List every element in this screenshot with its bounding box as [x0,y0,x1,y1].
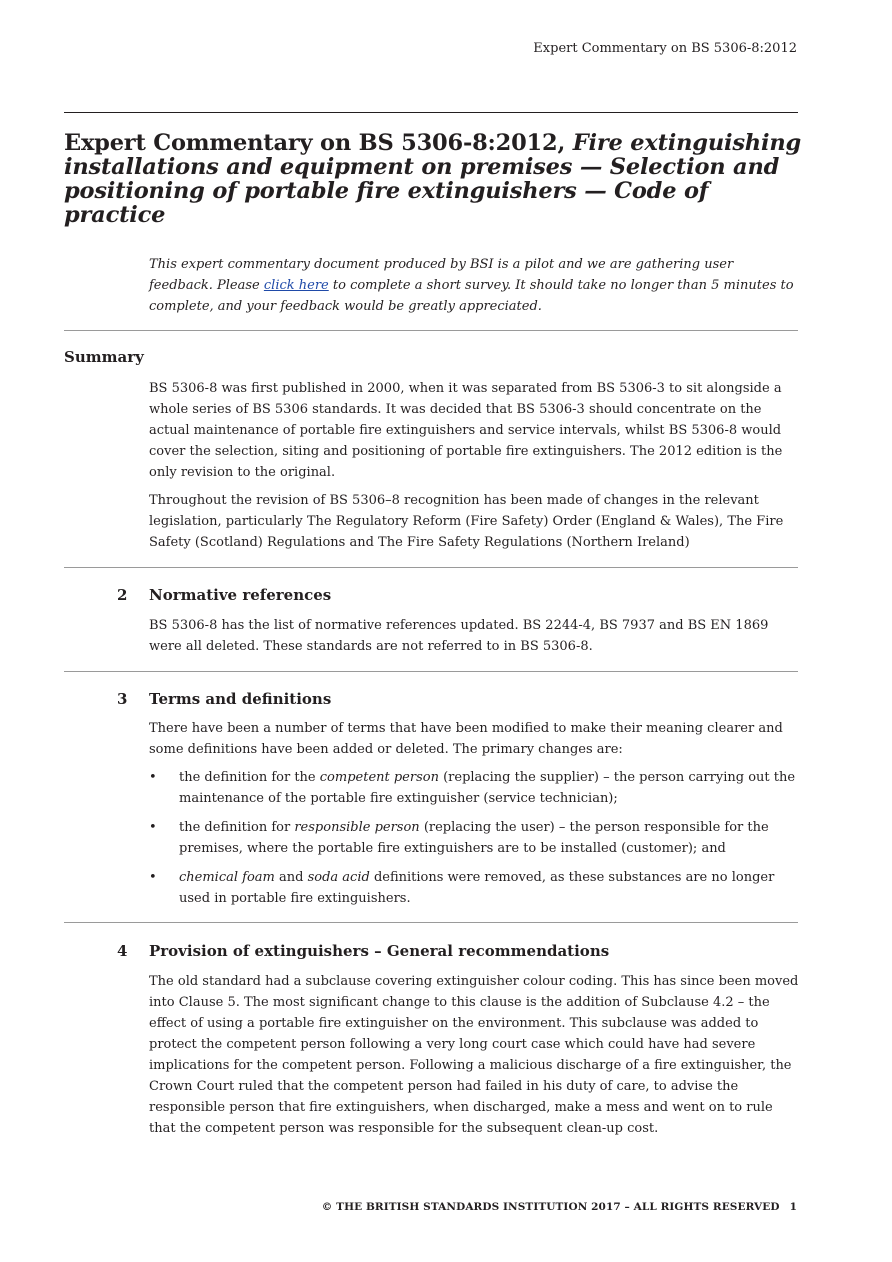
list-text: the definition for the [179,770,320,785]
section-paragraph: There have been a number of terms that have been modified to make their meaning clearer and some definitions have been added or deleted. The primary changes are: [149,721,783,757]
section-heading: Normative references [149,586,332,604]
summary-heading: Summary [64,348,144,366]
copyright-notice: © THE BRITISH STANDARDS INSTITUTION 2017 – ALL RIGHTS RESERVED [321,1201,780,1213]
note-text-a: This expert commentary document produced by BSI is a pilot and we are gathering user feedback. Please [149,257,734,293]
list-term: soda acid [307,870,370,885]
header-rule [64,112,798,113]
page-number: 1 [789,1201,797,1213]
section-heading: Terms and definitions [149,690,332,708]
list-text: (replacing the user) – the person responsible for the premises, where the portable fire extinguishers are to be installed (customer); and [179,820,769,856]
section-number: 3 [117,690,128,708]
section-heading: Provision of extinguishers – General recommendations [149,942,610,960]
divider-rule [64,671,798,672]
list-item [149,867,799,909]
divider-rule [64,330,798,331]
list-item [149,767,799,809]
section-paragraph: The old standard had a subclause covering extinguisher colour coding. This has since been moved into Clause 5. The most significant change to this clause is the addition of Subclause 4.2 – the effect of using a portable fire extinguisher on the environment. This subclause was added to protect the competent person following a very long court case which could have had severe implications for the competent person. Following a malicious discharge of a fire extinguisher, the Crown Court ruled that the competent person had failed in his duty of care, to advise the responsible person that fire extinguishers, when discharged, make a mess and went on to rule that the competent person was responsible for the subsequent clean-up cost. [149,974,799,1136]
list-text: (replacing the supplier) – the person carrying out the maintenance of the portable fire extinguisher (service technician); [179,770,796,806]
section-number: 2 [117,586,128,604]
summary-paragraph: BS 5306-8 was first published in 2000, when it was separated from BS 5306-3 to sit alongside a whole series of BS 5306 standards. It was decided that BS 5306-3 should concentrate on the actual maintenance of portable fire extinguishers and service intervals, whilst BS 5306-8 would cover the selection, siting and positioning of portable fire extinguishers. The 2012 edition is the only revision to the original. [149,381,783,480]
list-term: responsible person [294,820,420,835]
survey-link[interactable]: click here [263,278,329,293]
divider-rule [64,922,798,923]
summary-body [149,378,799,560]
page-footer [322,1201,797,1213]
list-text: the definition for [179,820,295,835]
divider-rule [64,567,798,568]
pilot-feedback-note [149,254,799,317]
section-body [149,718,799,917]
summary-paragraph: Throughout the revision of BS 5306–8 recognition has been made of changes in the relevant legislation, particularly The Regulatory Reform (Fire Safety) Order (England & Wales), The Fire Safety (Scotland) Regulations and The Fire Safety Regulations (Northern Ireland) [149,493,784,550]
section-number: 4 [117,942,128,960]
title-plain: Expert Commentary on BS 5306-8:2012, [64,130,573,156]
list-term: competent person [319,770,439,785]
list-item [149,817,799,859]
note-text-b: to complete a short survey. It should take no longer than 5 minutes to complete, and your feedback would be greatly appreciated. [149,278,794,314]
list-text: and [274,870,308,885]
running-header: Expert Commentary on BS 5306-8:2012 [533,41,797,56]
title-italic: Fire extinguishing installations and equipment on premises — Selection and positioning of portable fire extinguishers — Code of practice [64,130,802,228]
definitions-list [149,767,799,909]
list-term: chemical foam [179,870,275,885]
bullet-icon: • [149,770,157,785]
section-paragraph: BS 5306-8 has the list of normative references updated. BS 2244-4, BS 7937 and BS EN 1869 were all deleted. These standards are not referred to in BS 5306-8. [149,618,769,654]
document-title [64,131,804,227]
bullet-icon: • [149,820,157,835]
section-body [149,971,799,1146]
section-body [149,615,799,664]
list-text: definitions were removed, as these substances are no longer used in portable fire extinguishers. [179,870,775,906]
bullet-icon: • [149,870,157,885]
